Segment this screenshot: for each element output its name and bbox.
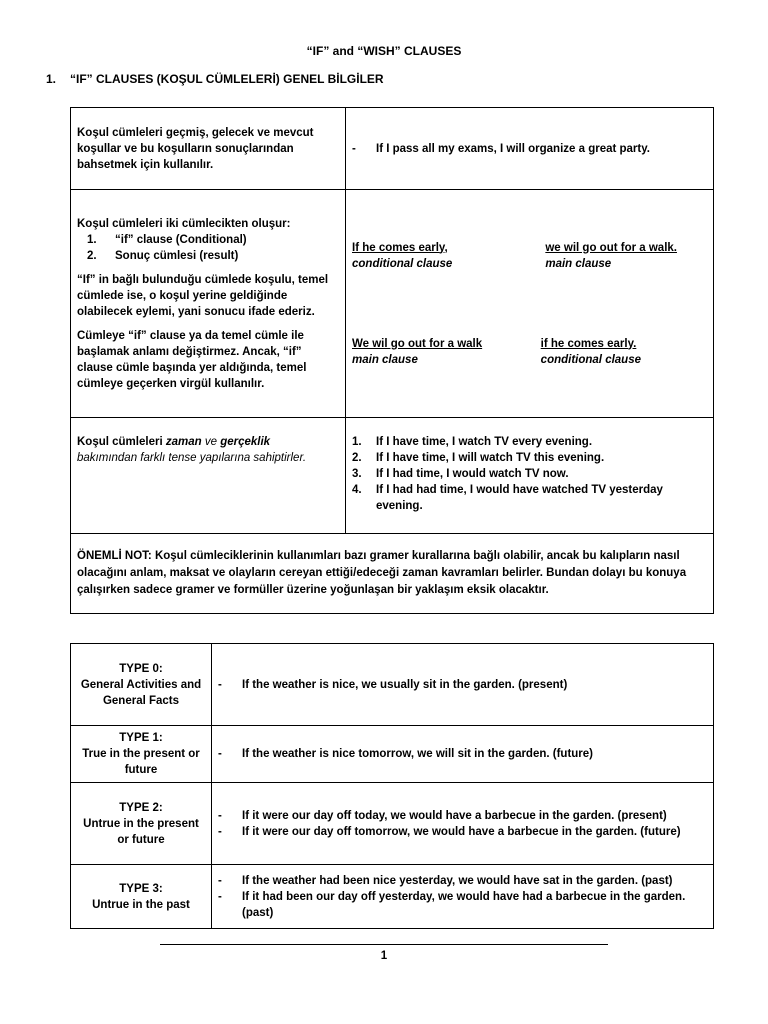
section-number: 1. [46, 72, 57, 86]
example2-left: We wil go out for a walk [352, 337, 483, 350]
row2-intro: Koşul cümleleri iki cümlecikten oluşur: [77, 217, 291, 230]
page-number: 1 [380, 950, 388, 962]
row1-example: If I pass all my exams, I will organize a great party. [376, 142, 650, 155]
important-note-cell [71, 534, 714, 614]
example-line: - If it were our day off today, we would have a barbecue in the garden. (present) [218, 809, 667, 822]
example2-right: if he comes early. [540, 337, 637, 350]
type-label: TYPE 1: [119, 732, 163, 744]
type-description: General Activities and General Facts [80, 678, 202, 707]
type-label: TYPE 2: [119, 801, 163, 814]
footer-divider [160, 944, 608, 945]
row2-paragraph-2: Cümleye “if” clause ya da temel cümle ile başlamak anlamı değiştirmez. Ancak, “if” clause cümle başında yer aldığında, temel cümleye geçerken virgül kullanılır. [77, 329, 307, 390]
clause-list [77, 232, 339, 264]
table-row [71, 534, 714, 614]
table-row [71, 865, 714, 929]
list-item: 4. If I had had time, I would have watched TV yesterday evening. [352, 484, 663, 512]
row2-paragraph-1: “If” in bağlı bulunduğu cümlede koşulu, temel cümlede ise, o koşul yerine geldiğinde olabilecek eylemi, yani sonucu ifade ederiz. [77, 273, 329, 318]
example2-left-label: main clause [352, 353, 418, 366]
type-cell [71, 726, 212, 783]
row3-left-cell: Koşul cümleleri zaman ve gerçeklik bakımından farklı tense yapılarına sahiptirler. [71, 418, 346, 534]
list-item: 2. If I have time, I will watch TV this evening. [352, 452, 605, 464]
list-item: 1. If I have time, I watch TV every evening. [352, 436, 593, 448]
list-item: 1. “if” clause (Conditional) [87, 233, 247, 246]
list-item: 2. Sonuç cümlesi (result) [87, 249, 239, 262]
example-line: - If the weather had been nice yesterday, we would have sat in the garden. (past) [218, 874, 673, 887]
dash: - [352, 142, 356, 155]
type-description: True in the present or future [82, 748, 200, 776]
section-heading [46, 72, 384, 86]
example2-right-label: conditional clause [540, 353, 641, 366]
document-title: “IF” and “WISH” CLAUSES [306, 44, 462, 58]
type-label: TYPE 3: [119, 882, 163, 895]
conditional-types-table [70, 643, 714, 929]
example-cell [212, 726, 714, 783]
type-cell [71, 865, 212, 929]
example-line: - If it had been our day off yesterday, we would have had a barbecue in the garden. (past) [218, 890, 686, 919]
table-row [71, 418, 714, 534]
example-line: - If it were our day off tomorrow, we would have a barbecue in the garden. (future) [218, 825, 681, 838]
example1-right: we wil go out for a walk. [545, 241, 677, 254]
type-description: Untrue in the present or future [83, 817, 199, 846]
example-line: - If the weather is nice, we usually sit in the garden. (present) [218, 678, 568, 691]
type-cell [71, 783, 212, 865]
row2-right-cell [346, 190, 714, 418]
section-title: “IF” CLAUSES (KOŞUL CÜMLELERİ) GENEL BİLGİLER [70, 72, 384, 86]
example-pair-2 [352, 336, 707, 368]
note-text: Koşul cümleciklerinin kullanımları bazı gramer kurallarına bağlı olabilir, ancak bu kalıpların nasıl olacağını anlam, maksat ve olayların cereyan ettiği/edeceği zaman kavramları belirler. Bundan dolayı bu konuya çalışırken sadece gramer ve formüller üzerine yoğunlaşan bir yaklaşım eksik olacaktır. [77, 550, 687, 596]
table-row [71, 108, 714, 190]
type-cell [71, 644, 212, 726]
example1-left-label: conditional clause [352, 257, 453, 270]
note-label: ÖNEMLİ NOT: [77, 550, 152, 562]
row1-right-cell [346, 108, 714, 190]
row2-left-cell [71, 190, 346, 418]
row1-left-cell [71, 108, 346, 190]
example-cell [212, 644, 714, 726]
example-pair-1 [352, 240, 707, 272]
table-row [71, 783, 714, 865]
type-description: Untrue in the past [92, 898, 190, 911]
example-cell [212, 865, 714, 929]
example1-left: If he comes early, [352, 241, 448, 254]
row3-right-cell [346, 418, 714, 534]
row1-left-text: Koşul cümleleri geçmiş, gelecek ve mevcut koşullar ve bu koşulların sonuçlarından bahsetmek için kullanılır. [77, 126, 314, 171]
tense-example-list [352, 434, 707, 514]
table-row [71, 644, 714, 726]
list-item: 3. If I had time, I would watch TV now. [352, 468, 569, 480]
general-info-table [70, 107, 714, 614]
table-row [71, 726, 714, 783]
example-cell [212, 783, 714, 865]
type-label: TYPE 0: [119, 662, 163, 675]
table-row [71, 190, 714, 418]
example-line: - If the weather is nice tomorrow, we will sit in the garden. (future) [218, 748, 594, 760]
example1-right-label: main clause [545, 257, 612, 270]
